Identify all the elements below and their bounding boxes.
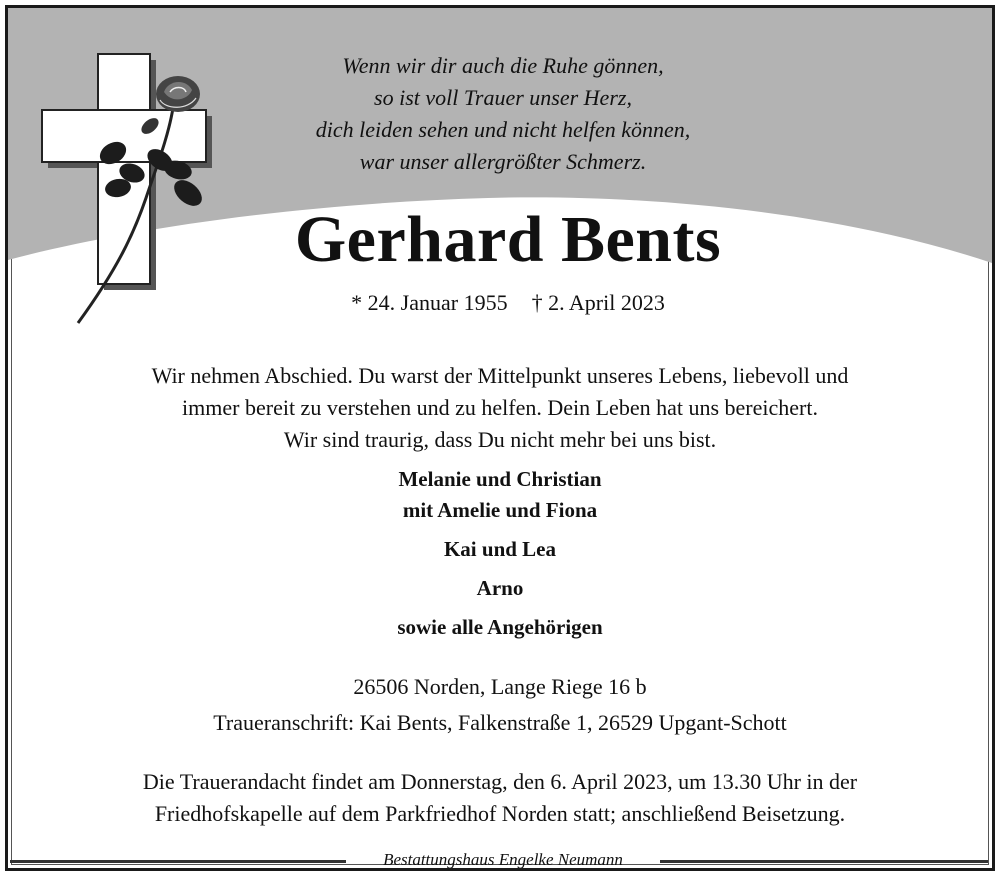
death-date: † 2. April 2023 xyxy=(531,290,665,315)
poem-line: war unser allergrößter Schmerz. xyxy=(359,149,647,174)
condolence-address: Traueranschrift: Kai Bents, Falkenstraße 1, 26529 Upgant-Schott xyxy=(213,710,787,735)
obituary-notice xyxy=(5,5,995,871)
mourner-name: Melanie und Christian xyxy=(398,467,602,491)
tribute-text xyxy=(48,360,952,456)
mourner-name: sowie alle Angehörigen xyxy=(397,615,603,639)
tribute-line: immer bereit zu verstehen und zu helfen. Dein Leben hat uns bereichert. xyxy=(182,395,818,420)
footer-rule-left xyxy=(10,860,346,863)
mourner-name: mit Amelie und Fiona xyxy=(402,498,598,522)
mourner-name: Arno xyxy=(476,576,524,600)
poem-line: so ist voll Trauer unser Herz, xyxy=(374,85,632,110)
birth-date: * 24. Januar 1955 xyxy=(351,290,508,315)
footer xyxy=(8,848,992,871)
service-info xyxy=(38,766,962,830)
service-line: Friedhofskapelle auf dem Parkfriedhof Norden statt; anschließend Beisetzung. xyxy=(154,801,846,826)
poem-verse xyxy=(248,50,758,178)
home-address: 26506 Norden, Lange Riege 16 b xyxy=(353,674,647,699)
address-block xyxy=(108,669,892,741)
tribute-line: Wir sind traurig, dass Du nicht mehr bei uns bist. xyxy=(283,427,717,452)
tribute-line: Wir nehmen Abschied. Du warst der Mittelpunkt unseres Lebens, liebevoll und xyxy=(151,363,849,388)
service-line: Die Trauerandacht findet am Donnerstag, den 6. April 2023, um 13.30 Uhr in der xyxy=(142,769,858,794)
cross-with-rose-icon xyxy=(38,48,218,338)
life-dates xyxy=(208,288,808,318)
poem-line: Wenn wir dir auch die Ruhe gönnen, xyxy=(342,53,664,78)
deceased-name: Gerhard Bents xyxy=(294,203,722,276)
funeral-home-name: Bestattungshaus Engelke Neumann xyxy=(383,850,623,869)
mourner-name: Kai und Lea xyxy=(443,537,557,561)
mourners-list xyxy=(208,464,792,643)
poem-line: dich leiden sehen und nicht helfen können, xyxy=(315,117,691,142)
footer-rule-right xyxy=(660,860,988,863)
